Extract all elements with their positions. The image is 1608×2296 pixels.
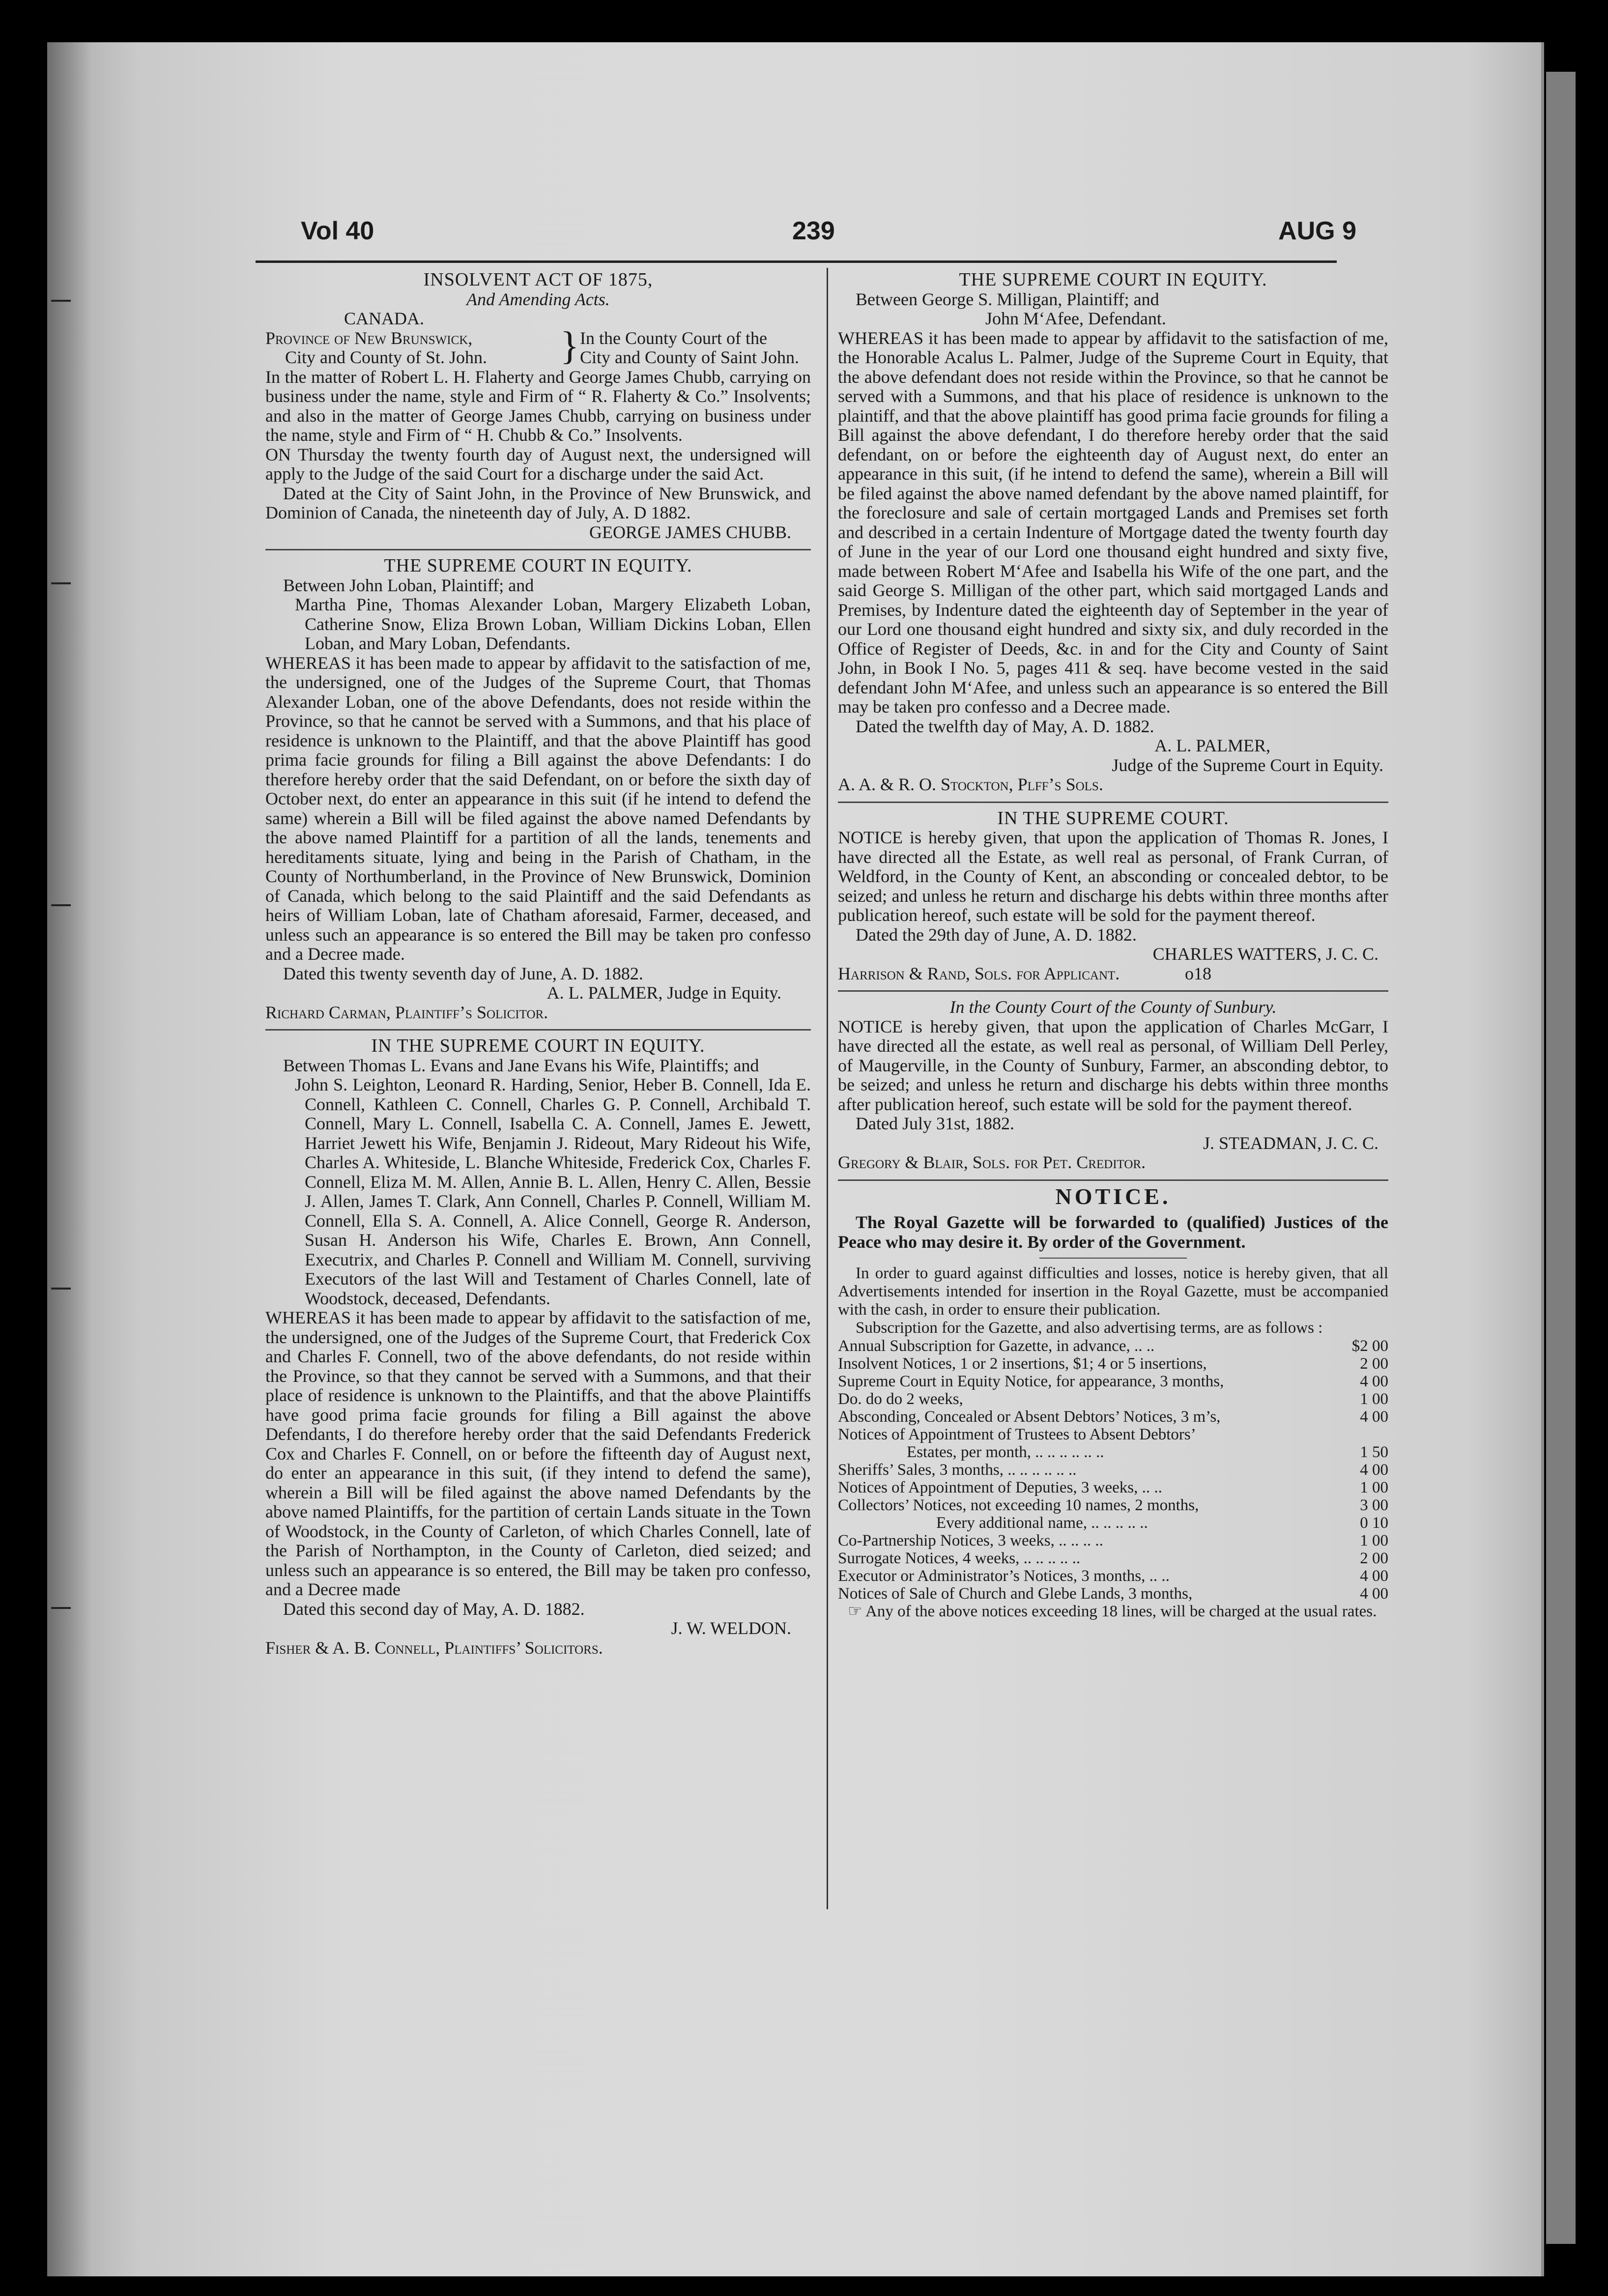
lead-text: The Royal Gazette will be forwarded to (qualified) Justices of the Peace who may desire it. By order of the Government.	[838, 1212, 1388, 1252]
brace-glyph: }	[560, 324, 579, 368]
header-rule	[256, 260, 1337, 263]
milligan-notice	[838, 270, 1388, 795]
fee-item: Do. do do 2 weeks,	[838, 1390, 963, 1408]
defendants-text: Martha Pine, Thomas Alexander Loban, Margery Elizabeth Loban, Catherine Snow, Eliza Brown Loban, William Dickins Loban, Ellen Loban, and Mary Loban, Defendants.	[295, 595, 811, 653]
footer-text: Any of the above notices exceeding 18 lines, will be charged at the usual rates.	[865, 1603, 1377, 1620]
fee-amount: 3 00	[1360, 1496, 1388, 1514]
notice-title: In the County Court of the County of Sunbury.	[949, 997, 1277, 1017]
fee-row	[838, 1337, 1388, 1355]
loban-notice	[265, 556, 811, 1022]
fee-row	[838, 1567, 1388, 1585]
court-line: In the County Court of the	[580, 328, 767, 348]
defendant-text: John M‘Afee, Defendant.	[985, 309, 1166, 328]
page-edge	[1546, 72, 1576, 2244]
defendants-text: John S. Leighton, Leonard R. Harding, Senior, Heber B. Connell, Ida E. Connell, Kathleen C. Connell, Charles G. P. Connell, Archibald T. Connell, Mary L. Connell, Isabella C. A. Connell, James E. Jewett, Harriet Jewett his Wife, Benjamin J. Rideout, Mary Rideout his Wife, Charles A. Whiteside, L. Blanche Whiteside, Frederick Cox, Charles F. Connell, Eliza M. M. Allen, Annie B. L. Allen, Henry C. Allen, Bessie J. Allen, James T. Clark, Ann Connell, Charles P. Connell, William M. Connell, Ella S. A. Connell, A. Alice Connell, George R. Anderson, Susan H. Anderson his Wife, Charles E. Brown, Ann Connell, Executrix, and Charles P. Connell and William M. Connell, surviving Executors of the last Will and Testament of Charles Connell, late of Woodstock, deceased, Defendants.	[295, 1075, 811, 1308]
fee-footer	[838, 1603, 1388, 1621]
judge-signature: J. STEADMAN, J. C. C.	[1203, 1133, 1378, 1153]
signature: GEORGE JAMES CHUBB.	[589, 522, 791, 542]
fee-row	[838, 1443, 1388, 1461]
fee-row	[838, 1373, 1388, 1390]
gazette-notice	[838, 1183, 1388, 1621]
fee-amount: 0 10	[1360, 1514, 1388, 1532]
solicitor-line: Gregory & Blair, Sols. for Pet. Creditor.	[838, 1152, 1146, 1172]
notice-body: WHEREAS it has been made to appear by affidavit to the satisfaction of me, the undersigned, one of the Judges of the Supreme Court, that Thomas Alexander Loban, one of the above Defendants, does not reside within the Province, so that he cannot be served with a Summons, and that his place of residence is unknown to the Plaintiff, and that the above Plaintiff has good prima facie grounds for filing a Bill against the above Defendants: I do therefore hereby order that the said Defendant, on or before the sixth day of October next, do enter an appearance in this suit (if he intend to defend the same) wherein a Bill will be filed against the above named Defendants by the above named Plaintiff for a partition of all the lands, tenements and hereditaments situate, lying and being in the Parish of Chatham, in the County of Northumberland, in the Province of New Brunswick, Dominion of Canada, which belong to the said Plaintiff and the said Defendants as heirs of William Loban, late of Chatham aforesaid, Farmer, deceased, and unless such an appearance is so entered the Bill may be taken pro confesso and a Decree made.	[265, 653, 811, 964]
issue-date: AUG 9	[1278, 217, 1356, 245]
pointing-hand-icon: ☞	[848, 1603, 866, 1620]
dated-text: Dated this twenty seventh day of June, A. D. 1882.	[283, 963, 643, 983]
fee-row	[838, 1532, 1388, 1550]
fee-amount: 2 00	[1360, 1550, 1388, 1567]
notice-body: WHEREAS it has been made to appear by affidavit to the satisfaction of me, the undersigned, one of the Judges of the Supreme Court, that Frederick Cox and Charles F. Connell, two of the above defendants, do not reside within the Province, so that they cannot be served with a Summons, and that their place of residence is unknown to the Plaintiffs, and that the above Plaintiffs have good prima facie grounds for filing a Bill against the above Defendants, I do therefore hereby order that the said Defendants Frederick Cox and Charles F. Connell, on or before the fifteenth day of August next, do enter an appearance in this suit, (if they intend to defend the same), wherein a Bill will be filed against the above named Defendants by the above named Plaintiffs, for the partition of certain Lands situate in the Town of Woodstock, in the County of Carleton, of which Charles Connell, late of the Parish of Northampton, in the County of Carleton, died seized; and unless such an appearance is so entered, the Bill may be taken pro confesso, and a Decree made	[265, 1308, 811, 1599]
matter-text: In the matter of Robert L. H. Flaherty and George James Chubb, carrying on business under the name, style and Firm of “ R. Flaherty & Co.” Insolvents; and also in the matter of George James Chubb, carrying on business under the name, style and Firm of “ H. Chubb & Co.” Insolvents.	[265, 367, 811, 445]
notice-heading: NOTICE.	[1055, 1183, 1171, 1209]
dated-text: Dated July 31st, 1882.	[856, 1114, 1014, 1133]
fee-item: Supreme Court in Equity Notice, for appearance, 3 months,	[838, 1373, 1224, 1390]
solicitor-line: Fisher & A. B. Connell, Plaintiffs’ Solicitors.	[265, 1637, 603, 1658]
province-line: Province of New Brunswick,	[265, 328, 473, 348]
fee-item: Absconding, Concealed or Absent Debtors’ Notices, 3 m’s,	[838, 1408, 1221, 1426]
section-divider	[838, 990, 1388, 992]
fee-item: Notices of Sale of Church and Glebe Lands, 3 months,	[838, 1585, 1193, 1603]
solicitor-line: Richard Carman, Plaintiff’s Solicitor.	[265, 1002, 548, 1022]
section-divider	[265, 549, 811, 550]
page-number: 239	[792, 217, 835, 245]
solicitor-line: A. A. & R. O. Stockton, Plff’s Sols.	[838, 775, 1103, 794]
notice-code: o18	[1185, 963, 1211, 983]
margin-tick	[51, 1607, 71, 1609]
fee-item: Insolvent Notices, 1 or 2 insertions, $1; 4 or 5 insertions,	[838, 1355, 1207, 1373]
fee-amount: 4 00	[1360, 1373, 1388, 1390]
section-divider	[265, 1029, 811, 1031]
notice-title: THE SUPREME COURT IN EQUITY.	[959, 269, 1267, 290]
fee-row	[838, 1461, 1388, 1479]
fee-row	[838, 1408, 1388, 1426]
fee-row	[838, 1390, 1388, 1408]
notice-body: NOTICE is hereby given, that upon the application of Thomas R. Jones, I have directed all the Estate, as well real as personal, of Frank Curran, of Weldford, in the County of Kent, an absconding or concealed debtor, to be seized; and unless he return and discharge his debts within three months after publication hereof, such estate will be sold for the payment thereof.	[838, 828, 1388, 925]
fee-amount: 1 50	[1360, 1443, 1388, 1461]
mcgarr-notice	[838, 998, 1388, 1173]
notice-text: ON Thursday the twenty fourth day of August next, the undersigned will apply to the Judge of the said Court for a discharge under the said Act.	[265, 444, 811, 484]
volume-label: Vol 40	[301, 217, 374, 245]
fee-item: Notices of Appointment of Trustees to Absent Debtors’	[838, 1426, 1196, 1443]
fee-amount: $2 00	[1351, 1337, 1388, 1355]
notice-title: THE SUPREME COURT IN EQUITY.	[384, 555, 692, 576]
notice-title: IN THE SUPREME COURT.	[997, 807, 1229, 829]
fee-row	[838, 1426, 1388, 1443]
between-text: Between George S. Milligan, Plaintiff; and	[856, 289, 1159, 309]
dated-text: Dated the 29th day of June, A. D. 1882.	[856, 924, 1137, 945]
jurisdiction-label: CANADA.	[344, 309, 425, 328]
fee-item: Notices of Appointment of Deputies, 3 weeks, .. ..	[838, 1479, 1162, 1496]
between-text: Between Thomas L. Evans and Jane Evans his Wife, Plaintiffs; and	[283, 1055, 759, 1075]
fee-row	[838, 1550, 1388, 1567]
fee-amount	[1315, 1426, 1388, 1443]
fee-item: Sheriffs’ Sales, 3 months, .. .. .. .. .. ..	[838, 1461, 1077, 1479]
fee-amount: 4 00	[1360, 1408, 1388, 1426]
solicitor-row	[838, 964, 1388, 984]
margin-tick	[51, 904, 71, 906]
margin-tick	[51, 582, 71, 584]
judge-signature: A. L. PALMER, Judge in Equity.	[546, 983, 781, 1003]
fee-row	[838, 1514, 1388, 1532]
fee-row	[838, 1355, 1388, 1373]
solicitor-line: Harrison & Rand, Sols. for Applicant.	[838, 963, 1120, 983]
guard-text: In order to guard against difficulties and losses, notice is hereby given, that all Advertisements intended for insertion in the Royal Gazette, must be accompanied with the cash, in order to ensure their publication.	[838, 1264, 1388, 1319]
fee-amount: 1 00	[1360, 1532, 1388, 1550]
section-divider	[838, 802, 1388, 803]
fee-amount: 4 00	[1360, 1567, 1388, 1585]
fee-amount: 1 00	[1360, 1390, 1388, 1408]
short-rule	[1039, 1258, 1187, 1259]
margin-tick	[51, 1288, 71, 1290]
city-line: City and County of St. John.	[285, 347, 488, 367]
fee-row	[838, 1585, 1388, 1603]
subscription-text: Subscription for the Gazette, and also advertising terms, are as follows :	[856, 1319, 1323, 1337]
fee-item: Executor or Administrator’s Notices, 3 months, .. ..	[838, 1567, 1170, 1585]
fee-amount: 4 00	[1360, 1585, 1388, 1603]
fee-item: Surrogate Notices, 4 weeks, .. .. .. .. ..	[838, 1550, 1081, 1567]
notice-title: INSOLVENT ACT OF 1875,	[423, 269, 653, 290]
fee-item: Every additional name, .. .. .. .. ..	[936, 1514, 1148, 1532]
notice-title: IN THE SUPREME COURT IN EQUITY.	[371, 1035, 705, 1056]
fee-amount: 1 00	[1360, 1479, 1388, 1496]
fee-item: Estates, per month, .. .. .. .. .. ..	[907, 1443, 1104, 1461]
between-text: Between John Loban, Plaintiff; and	[283, 575, 534, 595]
section-divider	[838, 1179, 1388, 1181]
evans-notice	[265, 1036, 811, 1658]
notice-body: WHEREAS it has been made to appear by affidavit to the satisfaction of me, the Honorable Acalus L. Palmer, Judge of the Supreme Court in Equity, that the above defendant does not reside within the Province, so that he cannot be served with a Summons, and that his place of residence is unknown to the plaintiff, and that the above plaintiff has good prima facie grounds for filing a Bill against the above defendant, I do therefore hereby order that the said defendant, on or before the eighteenth day of August next, do enter an appearance in this suit, (if he intend to defend the same), wherein a Bill will be filed against the above named defendant by the above named plaintiff, for the foreclosure and sale of certain mortgaged Lands and Premises set forth and described in a certain Indenture of Mortgage dated the twenty fourth day of June in the year of our Lord one thousand eight hundred and sixty five, made between Robert M‘Afee and Isabella his Wife of the one part, and the said George S. Milligan of the other part, which said mortgaged Lands and Premises, by Indenture dated the eighteenth day of September in the year of our Lord one thousand eight hundred and sixty six, and duly recorded in the Office of Register of Deeds, &c. in and for the City and County of Saint John, in Book I No. 5, pages 411 & seq. have become vested in the said defendant John M‘Afee, and unless such an appearance is so entered the Bill may be taken pro confesso and a Decree made.	[838, 328, 1388, 717]
notice-subtitle: And Amending Acts.	[466, 289, 610, 309]
judge-signature: J. W. WELDON.	[671, 1618, 791, 1638]
insolvent-notice	[265, 270, 811, 542]
column-divider	[827, 268, 828, 1909]
fee-row	[838, 1496, 1388, 1514]
judge-signature: A. L. PALMER,	[1154, 736, 1270, 755]
jones-notice	[838, 809, 1388, 984]
fee-row	[838, 1479, 1388, 1496]
margin-tick	[51, 300, 71, 302]
fee-amount: 4 00	[1360, 1461, 1388, 1479]
dated-text: Dated this second day of May, A. D. 1882.	[283, 1599, 585, 1619]
jurisdiction-block	[265, 324, 811, 368]
left-column	[265, 270, 811, 1658]
judge-title: Judge of the Supreme Court in Equity.	[1112, 755, 1383, 775]
notice-body: NOTICE is hereby given, that upon the application of Charles McGarr, I have directed all the estate, as well real as personal, of William Dell Perley, of Maugerville, in the County of Sunbury, Farmer, an absconding debtor, to be seized; and unless he return and discharge his debts within three months after publication hereof, such estate will be sold for the payment thereof.	[838, 1016, 1388, 1114]
judge-signature: CHARLES WATTERS, J. C. C.	[1152, 944, 1378, 964]
dated-text: Dated the twelfth day of May, A. D. 1882.	[856, 716, 1154, 736]
fee-amount: 2 00	[1360, 1355, 1388, 1373]
court-line: City and County of Saint John.	[580, 347, 800, 367]
fee-item: Annual Subscription for Gazette, in advance, .. ..	[838, 1337, 1155, 1355]
right-column	[838, 270, 1388, 1621]
fee-item: Co-Partnership Notices, 3 weeks, .. .. .. ..	[838, 1532, 1103, 1550]
dated-text: Dated at the City of Saint John, in the Province of New Brunswick, and Dominion of Canada, the nineteenth day of July, A. D 1882.	[265, 483, 811, 522]
fee-item: Collectors’ Notices, not exceeding 10 names, 2 months,	[838, 1496, 1199, 1514]
fee-table	[838, 1337, 1388, 1603]
page-header	[256, 216, 1356, 260]
